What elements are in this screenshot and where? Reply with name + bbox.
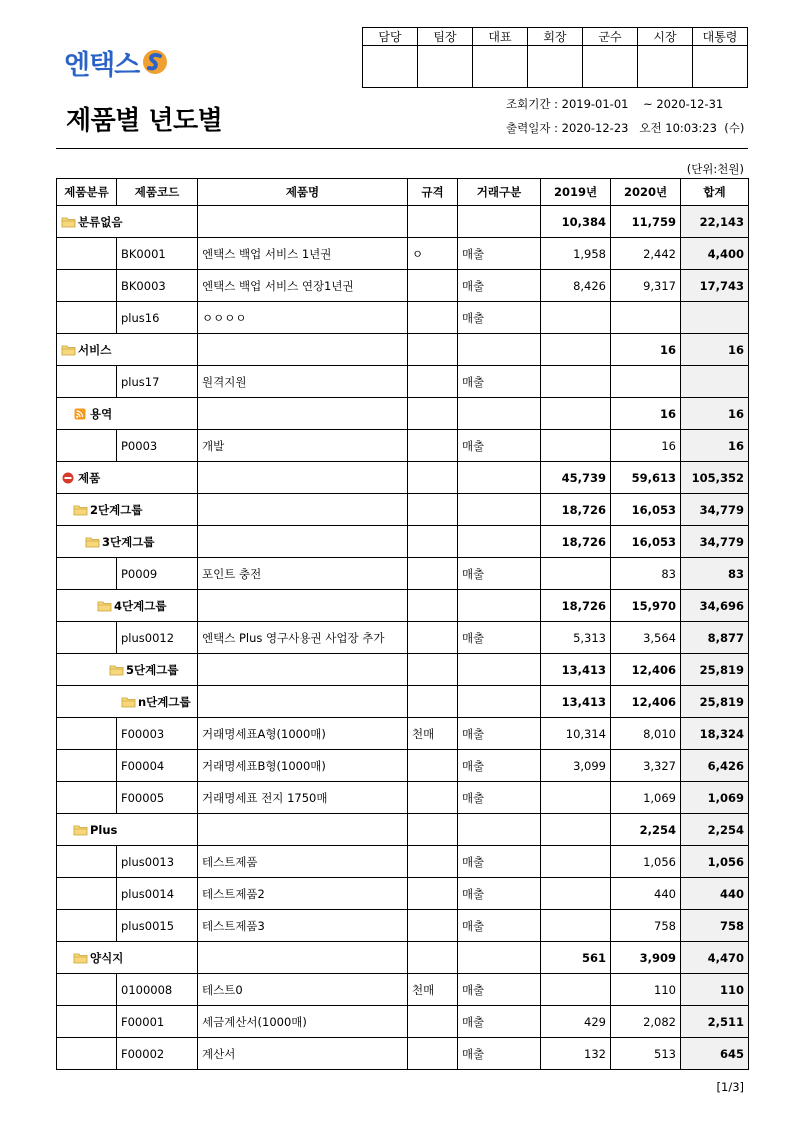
total-cell: 25,819 [681, 654, 749, 686]
category-cell [57, 590, 198, 622]
rss-icon [73, 408, 88, 420]
year-2020-cell: 16,053 [611, 526, 681, 558]
category-cell [57, 654, 198, 686]
page-title: 제품별 년도별 [66, 106, 223, 136]
total-cell: 645 [681, 1038, 749, 1070]
trade-type-cell [458, 462, 541, 494]
column-header: 2020년 [611, 179, 681, 206]
year-2020-cell: 12,406 [611, 654, 681, 686]
trade-type-cell [458, 206, 541, 238]
approval-sign-box [583, 46, 638, 88]
print-date-label: 출력일자 : 2020-12-23 오전 10:03:23 (수) [506, 121, 745, 135]
trade-type-cell: 매출 [458, 750, 541, 782]
category-label-wrap [61, 694, 193, 710]
product-row [57, 558, 749, 590]
category-label-wrap [61, 406, 193, 422]
unit-label: (단위:천원) [686, 162, 744, 176]
year-2019-cell: 13,413 [541, 654, 611, 686]
year-2019-cell [541, 814, 611, 846]
column-header: 제품분류 [57, 179, 117, 206]
category-cell [57, 718, 117, 750]
total-cell: 16 [681, 430, 749, 462]
category-cell [57, 910, 117, 942]
product-code-cell: F00002 [117, 1038, 198, 1070]
category-cell [57, 782, 117, 814]
product-name-cell: 엔택스 백업 서비스 연장1년권 [198, 270, 408, 302]
product-name-cell: 테스트제품3 [198, 910, 408, 942]
spec-cell [408, 398, 458, 430]
product-row [57, 718, 749, 750]
category-cell [57, 686, 198, 718]
trade-type-cell [458, 334, 541, 366]
total-cell: 16 [681, 398, 749, 430]
year-2019-cell: 13,413 [541, 686, 611, 718]
product-name-cell [198, 526, 408, 558]
year-2019-cell: 45,739 [541, 462, 611, 494]
category-row [57, 526, 749, 558]
approval-label: 대표 [473, 28, 528, 46]
product-name-cell: 원격지원 [198, 366, 408, 398]
column-header: 제품코드 [117, 179, 198, 206]
trade-type-cell: 매출 [458, 878, 541, 910]
product-name-cell: 계산서 [198, 1038, 408, 1070]
approval-sign-box [693, 46, 748, 88]
product-name-cell [198, 654, 408, 686]
total-cell: 16 [681, 334, 749, 366]
total-cell: 2,511 [681, 1006, 749, 1038]
category-label: 분류없음 [78, 214, 123, 229]
trade-type-cell: 매출 [458, 1038, 541, 1070]
year-2019-cell: 8,426 [541, 270, 611, 302]
product-row [57, 750, 749, 782]
spec-cell [408, 366, 458, 398]
product-name-cell [198, 398, 408, 430]
year-2019-cell: 1,958 [541, 238, 611, 270]
category-label: 제품 [78, 470, 101, 485]
product-name-cell [198, 206, 408, 238]
year-2020-cell: 83 [611, 558, 681, 590]
category-cell [57, 878, 117, 910]
trade-type-cell: 매출 [458, 430, 541, 462]
year-2020-cell [611, 366, 681, 398]
total-cell: 110 [681, 974, 749, 1006]
product-code-cell: F00003 [117, 718, 198, 750]
year-2020-cell: 16 [611, 398, 681, 430]
year-2020-cell: 12,406 [611, 686, 681, 718]
product-name-cell: 거래명세표 전지 1750매 [198, 782, 408, 814]
folder-icon [121, 696, 136, 708]
category-label: 서비스 [78, 342, 112, 357]
year-2020-cell: 440 [611, 878, 681, 910]
category-cell [57, 1006, 117, 1038]
year-2020-cell: 59,613 [611, 462, 681, 494]
spec-cell [408, 686, 458, 718]
year-2020-cell: 3,327 [611, 750, 681, 782]
product-row [57, 1038, 749, 1070]
category-label-wrap [61, 214, 193, 230]
product-code-cell: F00004 [117, 750, 198, 782]
category-cell [57, 814, 198, 846]
spec-cell [408, 1038, 458, 1070]
product-name-cell [198, 494, 408, 526]
product-code-cell: plus0012 [117, 622, 198, 654]
total-cell: 8,877 [681, 622, 749, 654]
folder-icon [61, 344, 76, 356]
product-name-cell: 엔택스 백업 서비스 1년권 [198, 238, 408, 270]
year-2020-cell: 11,759 [611, 206, 681, 238]
report-table [56, 178, 749, 1070]
year-2019-cell [541, 430, 611, 462]
minus-circle-icon [61, 472, 76, 484]
category-row [57, 462, 749, 494]
approval-label: 시장 [638, 28, 693, 46]
category-label: 2단계그룹 [90, 502, 143, 517]
trade-type-cell [458, 590, 541, 622]
trade-type-cell: 매출 [458, 270, 541, 302]
product-row [57, 238, 749, 270]
product-name-cell: 엔택스 Plus 영구사용권 사업장 추가 [198, 622, 408, 654]
total-cell: 34,779 [681, 494, 749, 526]
trade-type-cell: 매출 [458, 366, 541, 398]
category-cell [57, 942, 198, 974]
trade-type-cell: 매출 [458, 910, 541, 942]
year-2019-cell: 10,314 [541, 718, 611, 750]
trade-type-cell [458, 814, 541, 846]
year-2020-cell: 3,909 [611, 942, 681, 974]
trade-type-cell: 매출 [458, 622, 541, 654]
year-2019-cell [541, 398, 611, 430]
folder-icon [73, 952, 88, 964]
product-name-cell: 포인트 충전 [198, 558, 408, 590]
spec-cell: ㅇ [408, 238, 458, 270]
category-cell [57, 238, 117, 270]
year-2019-cell: 429 [541, 1006, 611, 1038]
year-2020-cell: 3,564 [611, 622, 681, 654]
total-cell: 4,470 [681, 942, 749, 974]
folder-icon [61, 216, 76, 228]
product-row [57, 974, 749, 1006]
category-row [57, 942, 749, 974]
total-cell: 22,143 [681, 206, 749, 238]
product-row [57, 430, 749, 462]
product-code-cell: plus0013 [117, 846, 198, 878]
year-2019-cell: 132 [541, 1038, 611, 1070]
trade-type-cell: 매출 [458, 718, 541, 750]
category-cell [57, 622, 117, 654]
logo-s-mark-icon [142, 49, 168, 75]
product-name-cell: 거래명세표B형(1000매) [198, 750, 408, 782]
year-2020-cell: 16 [611, 430, 681, 462]
spec-cell: 천매 [408, 974, 458, 1006]
total-cell: 34,696 [681, 590, 749, 622]
category-row [57, 206, 749, 238]
spec-cell [408, 590, 458, 622]
trade-type-cell [458, 526, 541, 558]
product-code-cell: P0003 [117, 430, 198, 462]
category-label-wrap [61, 662, 193, 678]
total-cell [681, 302, 749, 334]
product-name-cell [198, 814, 408, 846]
product-code-cell: F00001 [117, 1006, 198, 1038]
product-row [57, 1006, 749, 1038]
trade-type-cell: 매출 [458, 974, 541, 1006]
year-2020-cell: 2,254 [611, 814, 681, 846]
approval-label: 회장 [528, 28, 583, 46]
trade-type-cell: 매출 [458, 238, 541, 270]
trade-type-cell: 매출 [458, 782, 541, 814]
category-cell [57, 750, 117, 782]
category-label-wrap [61, 502, 193, 518]
category-label-wrap [61, 598, 193, 614]
spec-cell [408, 526, 458, 558]
year-2019-cell [541, 334, 611, 366]
trade-type-cell [458, 942, 541, 974]
total-cell: 34,779 [681, 526, 749, 558]
category-label-wrap [61, 823, 193, 837]
year-2020-cell: 15,970 [611, 590, 681, 622]
category-label: n단계그룹 [138, 694, 191, 709]
trade-type-cell [458, 686, 541, 718]
product-row [57, 302, 749, 334]
approval-label: 군수 [583, 28, 638, 46]
year-2019-cell: 18,726 [541, 494, 611, 526]
approval-label: 대통령 [693, 28, 748, 46]
column-header: 2019년 [541, 179, 611, 206]
trade-type-cell: 매출 [458, 302, 541, 334]
approval-sign-box [473, 46, 528, 88]
spec-cell [408, 654, 458, 686]
product-code-cell: plus0014 [117, 878, 198, 910]
category-row [57, 814, 749, 846]
folder-icon [109, 664, 124, 676]
trade-type-cell: 매출 [458, 1006, 541, 1038]
header-divider [56, 148, 748, 149]
product-name-cell: 테스트제품2 [198, 878, 408, 910]
total-cell: 6,426 [681, 750, 749, 782]
product-code-cell: 0100008 [117, 974, 198, 1006]
total-cell: 4,400 [681, 238, 749, 270]
total-cell: 440 [681, 878, 749, 910]
total-cell: 1,056 [681, 846, 749, 878]
product-name-cell: 테스트제품 [198, 846, 408, 878]
spec-cell: 천매 [408, 718, 458, 750]
category-label-wrap [61, 534, 193, 550]
column-header: 제품명 [198, 179, 408, 206]
category-label-wrap [61, 470, 193, 486]
product-code-cell: BK0001 [117, 238, 198, 270]
category-cell [57, 974, 117, 1006]
approval-table [362, 27, 748, 88]
approval-sign-box [363, 46, 418, 88]
category-cell [57, 558, 117, 590]
total-cell: 758 [681, 910, 749, 942]
spec-cell [408, 750, 458, 782]
spec-cell [408, 206, 458, 238]
category-cell [57, 846, 117, 878]
category-cell [57, 526, 198, 558]
product-code-cell: plus0015 [117, 910, 198, 942]
spec-cell [408, 302, 458, 334]
period-label: 조회기간 : 2019-01-01 ~ 2020-12-31 [506, 97, 724, 111]
spec-cell [408, 494, 458, 526]
total-cell: 105,352 [681, 462, 749, 494]
company-logo [64, 42, 168, 82]
folder-icon [85, 536, 100, 548]
year-2019-cell [541, 302, 611, 334]
year-2019-cell: 561 [541, 942, 611, 974]
category-cell [57, 398, 198, 430]
spec-cell [408, 334, 458, 366]
trade-type-cell [458, 494, 541, 526]
category-row [57, 398, 749, 430]
spec-cell [408, 270, 458, 302]
product-name-cell [198, 590, 408, 622]
category-label: 3단계그룹 [102, 534, 155, 549]
spec-cell [408, 1006, 458, 1038]
product-name-cell: 개발 [198, 430, 408, 462]
table-header-row [57, 179, 749, 206]
total-cell: 17,743 [681, 270, 749, 302]
year-2019-cell: 5,313 [541, 622, 611, 654]
year-2019-cell: 3,099 [541, 750, 611, 782]
year-2020-cell: 16 [611, 334, 681, 366]
spec-cell [408, 910, 458, 942]
year-2019-cell: 18,726 [541, 590, 611, 622]
approval-sign-box [418, 46, 473, 88]
category-cell [57, 494, 198, 526]
category-row [57, 590, 749, 622]
year-2019-cell: 18,726 [541, 526, 611, 558]
product-code-cell: plus16 [117, 302, 198, 334]
year-2020-cell: 1,069 [611, 782, 681, 814]
category-cell [57, 334, 198, 366]
year-2020-cell: 8,010 [611, 718, 681, 750]
folder-icon [73, 504, 88, 516]
year-2019-cell [541, 782, 611, 814]
year-2020-cell: 9,317 [611, 270, 681, 302]
trade-type-cell [458, 398, 541, 430]
column-header: 거래구분 [458, 179, 541, 206]
spec-cell [408, 942, 458, 974]
product-row [57, 910, 749, 942]
total-cell: 1,069 [681, 782, 749, 814]
total-cell: 18,324 [681, 718, 749, 750]
product-code-cell: F00005 [117, 782, 198, 814]
page-indicator: [1/3] [716, 1080, 744, 1094]
category-cell [57, 430, 117, 462]
category-cell [57, 206, 198, 238]
product-name-cell: 세금계산서(1000매) [198, 1006, 408, 1038]
total-cell: 2,254 [681, 814, 749, 846]
total-cell: 25,819 [681, 686, 749, 718]
spec-cell [408, 846, 458, 878]
year-2019-cell: 10,384 [541, 206, 611, 238]
spec-cell [408, 622, 458, 654]
category-label: 4단계그룹 [114, 598, 167, 613]
year-2020-cell [611, 302, 681, 334]
column-header: 규격 [408, 179, 458, 206]
category-cell [57, 462, 198, 494]
product-name-cell [198, 942, 408, 974]
spec-cell [408, 430, 458, 462]
trade-type-cell: 매출 [458, 558, 541, 590]
category-label: 용역 [90, 406, 113, 421]
product-name-cell [198, 462, 408, 494]
year-2020-cell: 2,082 [611, 1006, 681, 1038]
category-row [57, 494, 749, 526]
category-label-wrap [61, 342, 193, 358]
year-2019-cell [541, 974, 611, 1006]
total-cell: 83 [681, 558, 749, 590]
category-row [57, 334, 749, 366]
approval-label: 담당 [363, 28, 418, 46]
spec-cell [408, 462, 458, 494]
product-code-cell: BK0003 [117, 270, 198, 302]
folder-icon [73, 824, 88, 836]
category-row [57, 654, 749, 686]
category-cell [57, 270, 117, 302]
year-2019-cell [541, 558, 611, 590]
approval-sign-box [528, 46, 583, 88]
product-row [57, 878, 749, 910]
category-row [57, 686, 749, 718]
product-row [57, 622, 749, 654]
trade-type-cell [458, 654, 541, 686]
product-name-cell [198, 686, 408, 718]
year-2020-cell: 758 [611, 910, 681, 942]
year-2020-cell: 513 [611, 1038, 681, 1070]
product-row [57, 846, 749, 878]
year-2019-cell [541, 878, 611, 910]
column-header: 합계 [681, 179, 749, 206]
total-cell [681, 366, 749, 398]
product-name-cell: ㅇㅇㅇㅇ [198, 302, 408, 334]
product-name-cell: 거래명세표A형(1000매) [198, 718, 408, 750]
year-2019-cell [541, 910, 611, 942]
product-name-cell [198, 334, 408, 366]
product-row [57, 366, 749, 398]
category-cell [57, 1038, 117, 1070]
product-row [57, 270, 749, 302]
year-2019-cell [541, 366, 611, 398]
category-label: 양식지 [90, 950, 124, 965]
approval-sign-box [638, 46, 693, 88]
spec-cell [408, 558, 458, 590]
category-cell [57, 302, 117, 334]
year-2020-cell: 1,056 [611, 846, 681, 878]
logo-text: 엔택스 [64, 49, 140, 81]
approval-label: 팀장 [418, 28, 473, 46]
spec-cell [408, 878, 458, 910]
year-2020-cell: 16,053 [611, 494, 681, 526]
category-label: 5단계그룹 [126, 662, 179, 677]
year-2019-cell [541, 846, 611, 878]
category-cell [57, 366, 117, 398]
year-2020-cell: 2,442 [611, 238, 681, 270]
year-2020-cell: 110 [611, 974, 681, 1006]
category-label-wrap [61, 950, 193, 966]
product-code-cell: plus17 [117, 366, 198, 398]
spec-cell [408, 814, 458, 846]
spec-cell [408, 782, 458, 814]
product-name-cell: 테스트0 [198, 974, 408, 1006]
product-row [57, 782, 749, 814]
folder-icon [97, 600, 112, 612]
category-label: Plus [90, 822, 118, 837]
product-code-cell: P0009 [117, 558, 198, 590]
trade-type-cell: 매출 [458, 846, 541, 878]
